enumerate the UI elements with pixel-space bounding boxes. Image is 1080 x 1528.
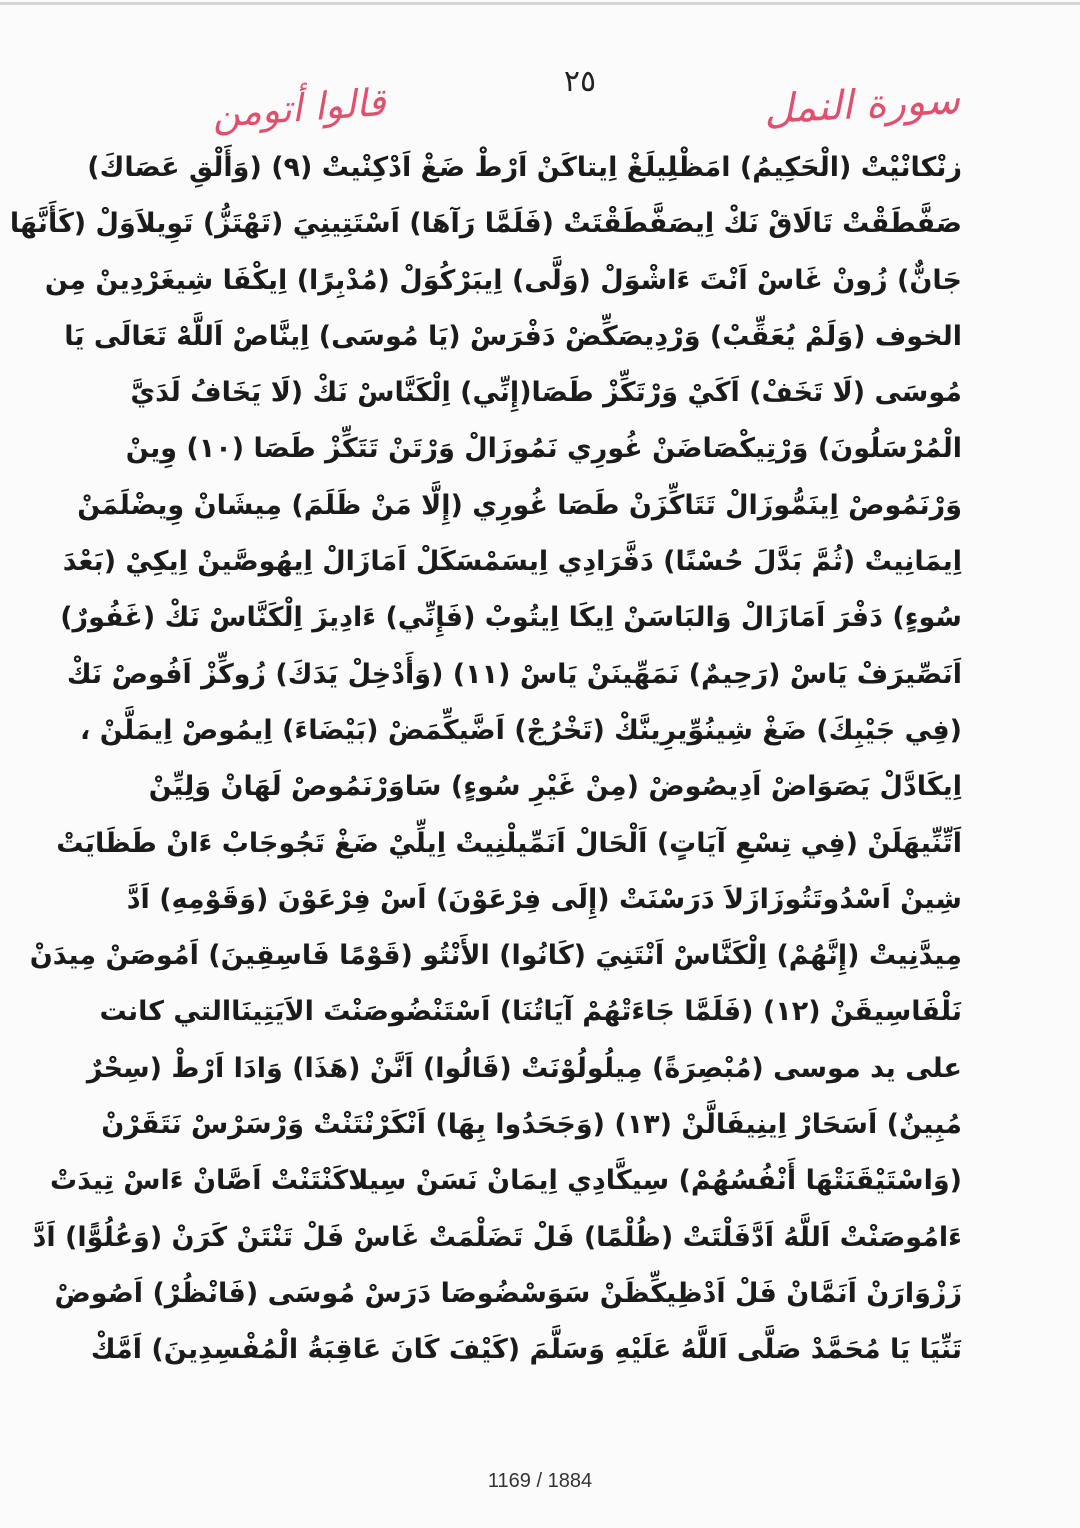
top-border-line (0, 2, 1080, 5)
section-name-handwritten: قالوا أتومن (210, 79, 387, 137)
text-line-17: على يد موسى (مُبْصِرَةً) مِيلُولُوْنَتْ (قَالُوا) اَنَّنْ (هَذَا) وَادَا اَرْطْ (سِحْرٌ (86, 1052, 962, 1084)
text-line-13: اَتِّنِّيهَلَنْ (فِي تِسْعِ آيَاتٍ) اَلْحَالْ اَنَمِّيلْنِيتْ اِيلِّيْ ضَغْ تَجُوجَابْ ءَانْ طَظَايَتْ (56, 827, 962, 859)
body-text (9, 140, 962, 1379)
text-line-3: جَانٌّ) زُونْ غَاسْ اَنْتَ ءَاشْوَلْ (وَلَّى) اِيبَرْكُوَلْ (مُدْبِرًا) اِيكْفَا شِيغَرْدِينْ مِن (44, 264, 962, 296)
text-line-5: مُوسَى (لَا تَخَفْ) اَكَيْ وَرْتَكِّزْ طَصَا(إِنِّي) اِلْكَنَّاسْ نَكْ (لَا يَخَافُ لَدَيَّ (130, 377, 962, 409)
surah-name-handwritten: سورة النمل (762, 76, 962, 134)
page-counter: 1169 / 1884 (487, 1470, 593, 1492)
text-line-7: وَرْنَمُوصْ اِينَمُّوزَالْ تَتَاكِّزَنْ طَصَا غُورِي (إِلَّا مَنْ ظَلَمَ) مِيشَانْ وِيضْلَمَنْ (77, 489, 962, 521)
text-line-19: (وَاسْتَيْقَنَتْهَا أَنْفُسُهُمْ) سِيكَّادِي اِيمَانْ نَسَنْ سِيلاكَنْتَنْتْ اَصَّانْ ءَاسْ تِيدَتْ (49, 1165, 962, 1197)
text-line-16: نَلْفَاسِيقَنْ (١٢) (فَلَمَّا جَاءَتْهُمْ آيَاتُنَا) اَسْتَنْضُوصَنْتَ الاَيَتِينَاالتي كانت (99, 996, 962, 1028)
text-line-21: زَزْوَارَنْ اَنَمَّانْ فَلْ اَدْظِيكِّظَنْ سَوَسْضُوصَا دَرَسْ مُوسَى (فَانْظُرْ) اَصُوضْ (54, 1277, 962, 1309)
text-line-22: تَنِّيَا يَا مُحَمَّدْ صَلَّى اَللَّهُ عَلَيْهِ وَسَلَّمَ (كَيْفَ كَانَ عَاقِبَةُ الْمُفْسِدِينَ) اَمَّكْ (90, 1334, 962, 1366)
text-line-2: صَفَّطَقْتْ تَالَاقْ نَكْ اِيصَفَّطَقْتَتْ (فَلَمَّا رَآهَا) اَسْتَتِينِيَ (تَهْتَزُّ) تَوِيلاَوَلْ (كَأَنَّهَا (9, 208, 962, 240)
text-line-8: اِيمَانِيتْ (ثُمَّ بَدَّلَ حُسْنًا) دَفَّرَادِي اِيسَمْسَكَلْ اَمَازَالْ اِيهُوصَّينْ اِيكِيْ (بَعْدَ (62, 546, 962, 578)
text-line-14: شِينْ اَسْدُوتَتُوزَازَلاَ دَرَسْنَتْ (إِلَى فِرْعَوْنَ) اَسْ فِرْعَوْنَ (وَقَوْمِهِ) اَدَّ (126, 883, 962, 915)
text-line-4: الخوف (وَلَمْ يُعَقِّبْ) وَرْدِيصَكِّضْ دَفْرَسْ (يَا مُوسَى) اِينَّاصْ اَللَّهْ تَعَالَى يَا (64, 320, 962, 352)
text-line-1: زنْكانْيْتْ (الْحَكِيمُ) امَظْلِيلَغْ اِيتاكَنْ اَرْطْ ضَغْ اَدْكِنْيتْ (٩) (وَأَلْقِ عَصَاكَ) (87, 152, 962, 183)
text-line-9: سُوءٍ) دَفْرَ اَمَازَالْ وَالبَاسَنْ اِيكَا اِيتُوبْ (فَإِنِّي) ءَادِيزَ اِلْكَنَّاسْ نَكْ (غَفُورٌ) (60, 602, 962, 634)
page-number: ٢٥ (563, 64, 597, 99)
text-line-10: اَنَصِّيرَفْ يَاسْ (رَحِيمٌ) نَمَهِّينَنْ يَاسْ (١١) (وَأَدْخِلْ يَدَكَ) زُوكِّزْ اَفُوصْ نَكْ (66, 658, 962, 690)
text-line-18: مُبِينٌ) اَسَحَارْ اِينِيفَالَّنْ (١٣) (وَجَحَدُوا بِهَا) اَنْكَرْنْتَنْتْ وَرْسَرْسْ نَتَقَرْنْ (101, 1109, 962, 1141)
text-line-6: الْمُرْسَلُونَ) وَرْتِيكْصَاضَنْ غُورِي نَمُوزَالْ وَرْتَنْ تَتَكِّزْ طَصَا (١٠) وِينْ (125, 433, 962, 465)
text-line-15: مِيدَّنِيتْ (إِنَّهُمْ) اِلْكَنَّاسْ اَنْتَنِيَ (كَانُوا) الأَنْتُو (قَوْمًا فَاسِقِينَ) اَمُوصَنْ مِيدَنْ (29, 940, 962, 972)
text-line-11: (فِي جَيْبِكَ) ضَغْ شِينُوِّيرِينَّكْ (تَخْرُجْ) اَضَّيكِّمَضْ (بَيْضَاءَ) اِيمُوصْ اِيمَلَّنْ ، (80, 714, 962, 746)
text-line-20: ءَامُوصَنْتْ اَللَّهُ اَدَّفَلْتَتْ (ظُلْمًا) فَلْ تَضَلْمَتْ غَاسْ فَلْ تَنْتَنْ كَرَنْ (وَعُلُوًّا) اَدَّ (32, 1221, 962, 1253)
text-line-12: اِيكَادَّلْ يَصَوَاضْ اَدِيصُوضْ (مِنْ غَيْرِ سُوءٍ) سَاوَرْنَمُوصْ لَهَانْ وَلِيِّنْ (148, 771, 962, 803)
